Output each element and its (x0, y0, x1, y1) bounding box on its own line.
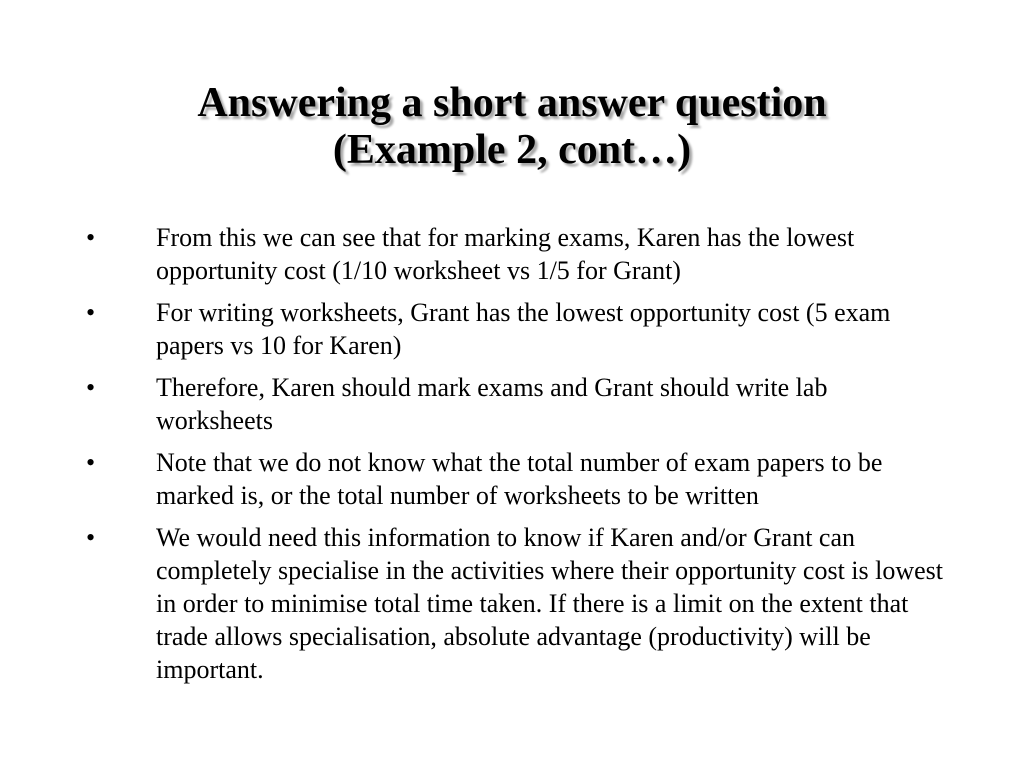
bullet-icon: • (86, 223, 96, 252)
bullet-text: For writing worksheets, Grant has the lowest opportunity cost (5 exam papers vs 10 for Karen) (156, 298, 891, 360)
bullet-text: Note that we do not know what the total number of exam papers to be marked is, or the total number of worksheets to be written (156, 448, 883, 510)
bullet-list (86, 221, 946, 695)
bullet-icon: • (86, 448, 96, 477)
bullet-text: We would need this information to know if Karen and/or Grant can completely specialise in the activities where their opportunity cost is lowest in order to minimise total time taken. If there is a limit on the extent that trade allows specialisation, absolute advantage (productivity) will be important. (156, 523, 944, 684)
bullet-icon: • (86, 298, 96, 327)
slide-title (60, 80, 964, 174)
slide-title-line-2: (Example 2, cont…) (332, 127, 692, 173)
bullet-item (86, 446, 946, 512)
bullet-item (86, 221, 946, 287)
bullet-item (86, 296, 946, 362)
bullet-icon: • (86, 523, 96, 552)
bullet-item (86, 521, 946, 686)
bullet-icon: • (86, 373, 96, 402)
bullet-text: Therefore, Karen should mark exams and Grant should write lab worksheets (156, 373, 828, 435)
bullet-text: From this we can see that for marking exams, Karen has the lowest opportunity cost (1/10 worksheet vs 1/5 for Grant) (156, 223, 855, 285)
bullet-item (86, 371, 946, 437)
slide-title-line-1: Answering a short answer question (197, 80, 827, 126)
